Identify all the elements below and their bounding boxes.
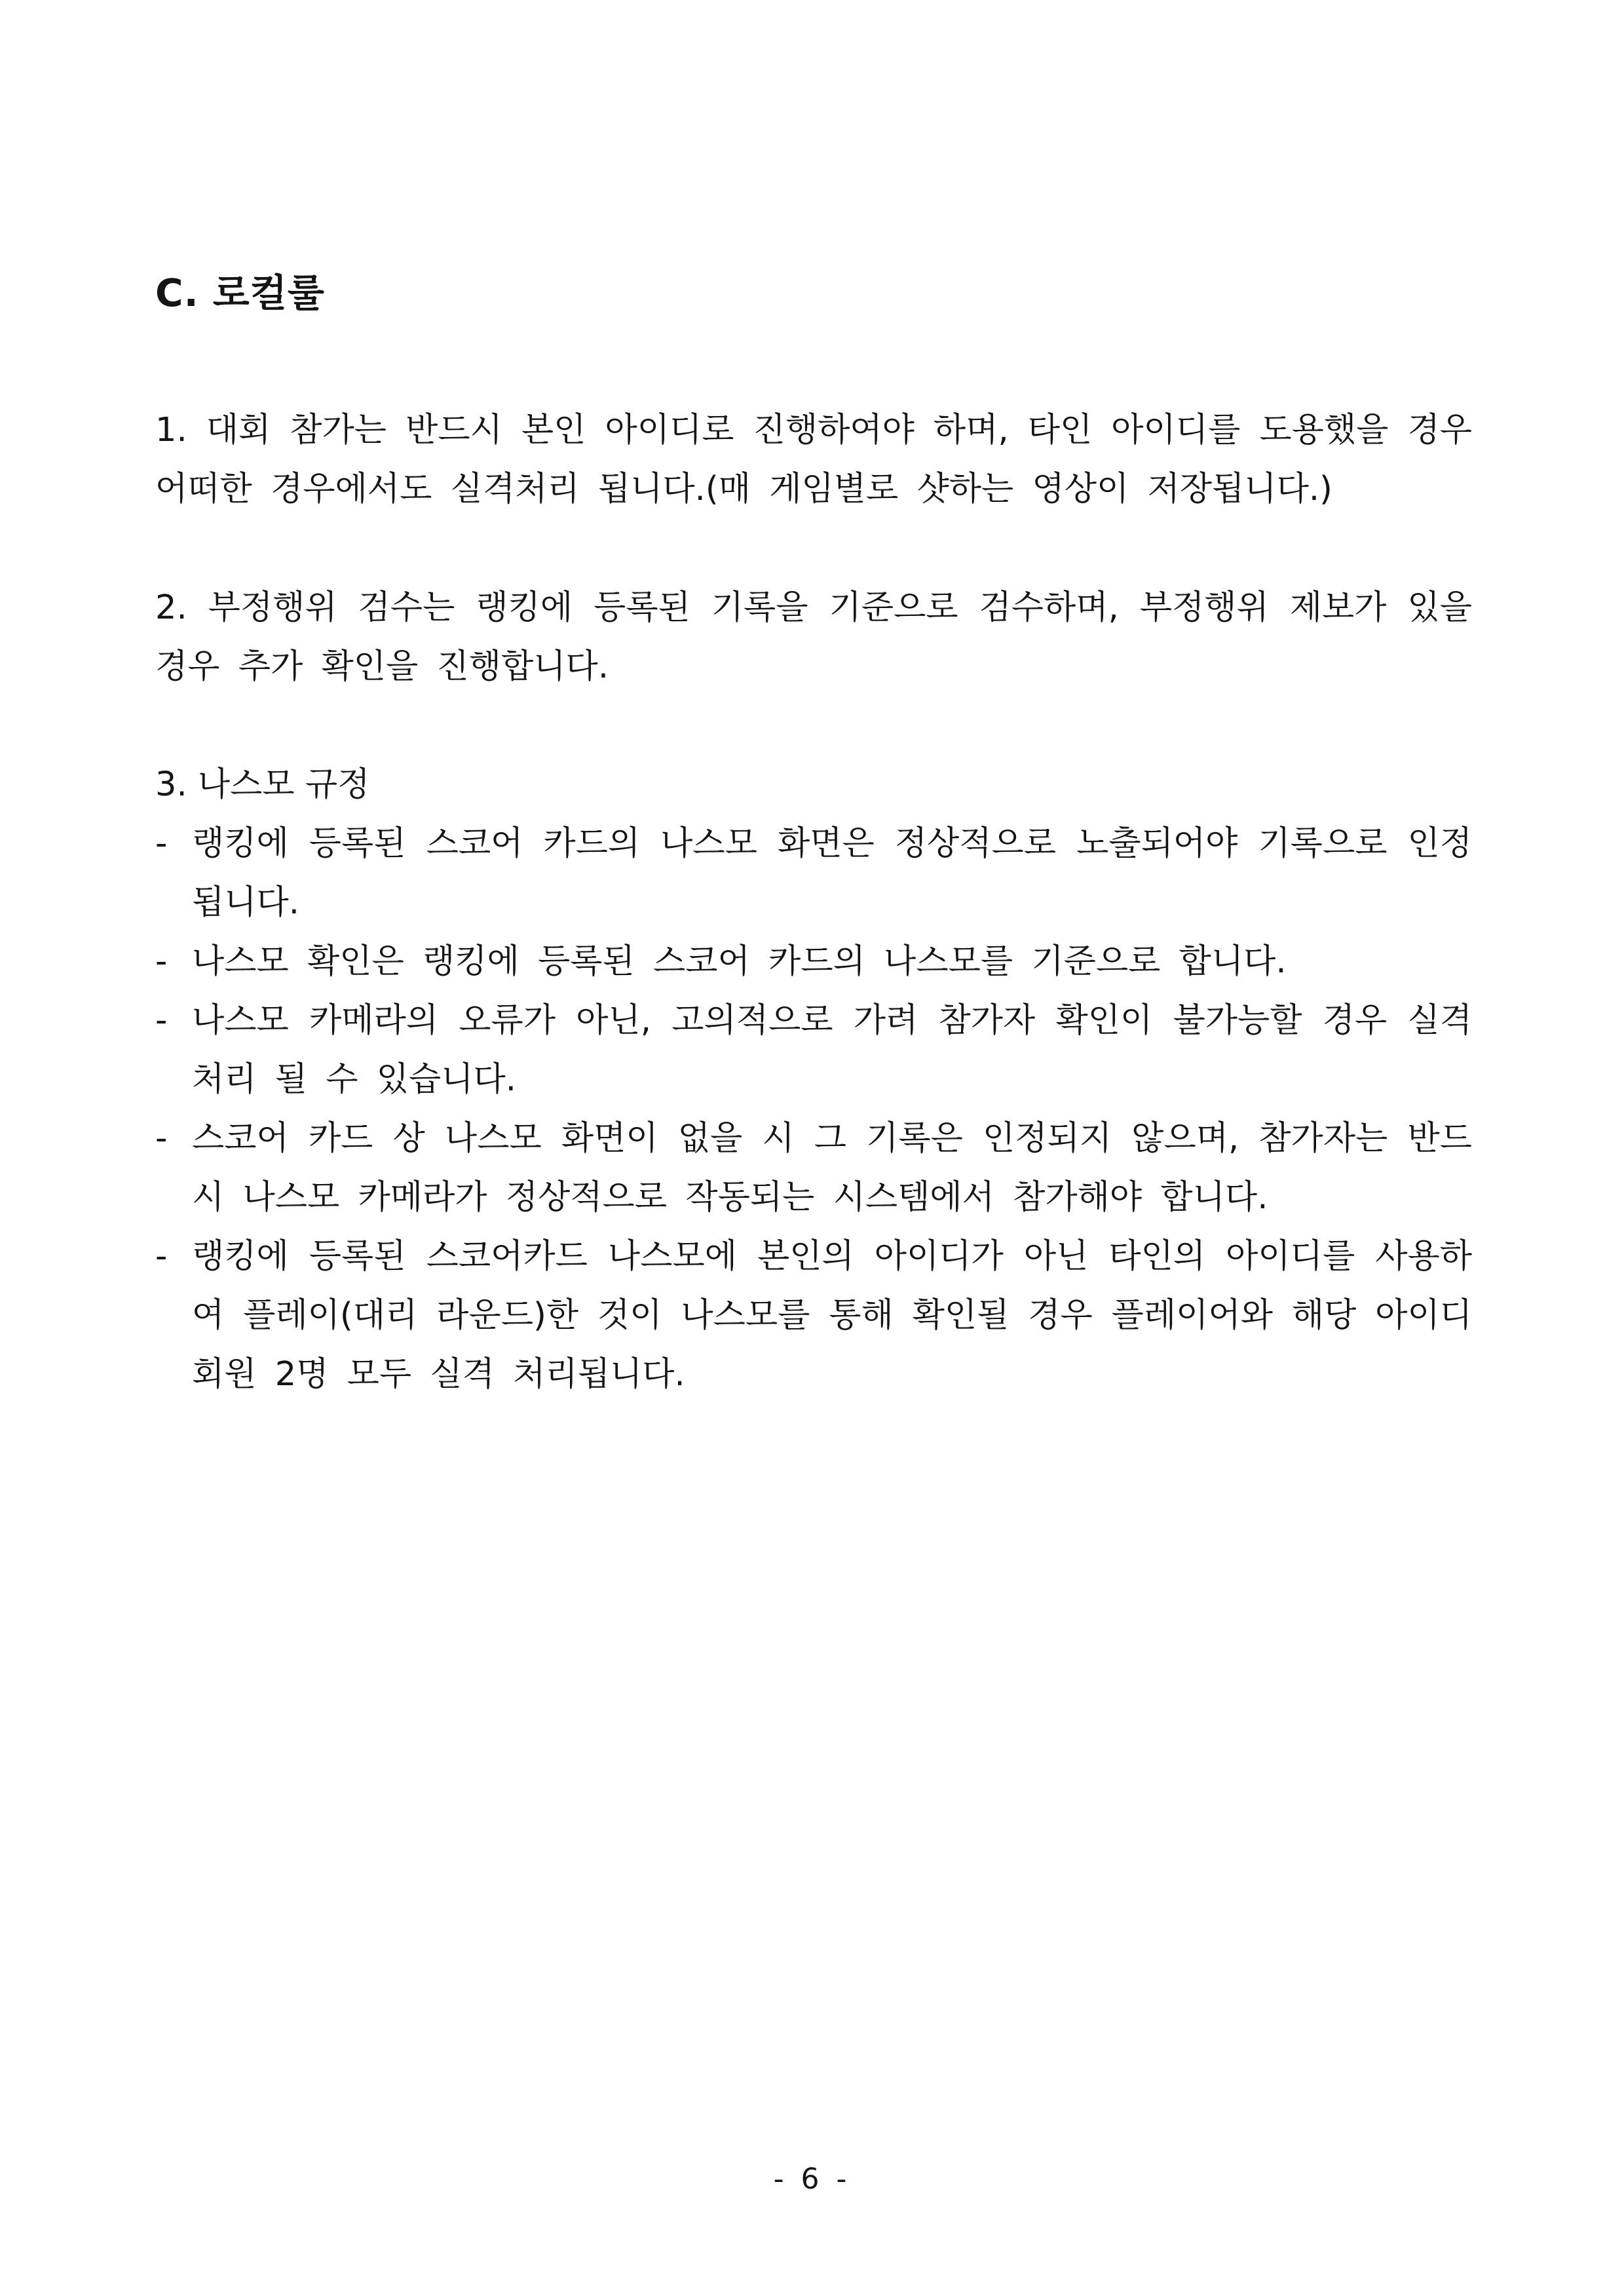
rule-paragraph-1: 1. 대회 참가는 반드시 본인 아이디로 진행하여야 하며, 타인 아이디를 도용했을 경우 어떠한 경우에서도 실격처리 됩니다.(매 게임별로 샷하는 영상이 저장됩니다.) [155, 411, 1472, 508]
list-dash: - [155, 1119, 168, 1158]
list-item [155, 1109, 1472, 1227]
section-title: C. 로컬룰 [155, 271, 325, 315]
list-item [155, 814, 1472, 932]
list-item-text: 나스모 카메라의 오류가 아닌, 고의적으로 가려 참가자 확인이 불가능할 경우 실격처리 될 수 있습니다. [192, 1001, 1472, 1099]
list-dash: - [155, 1001, 168, 1040]
page-number: - 6 - [773, 2162, 851, 2196]
list-item [155, 1227, 1472, 1404]
nasmo-rules-list [155, 814, 1472, 1404]
list-item [155, 932, 1472, 991]
list-item-text: 랭킹에 등록된 스코어카드 나스모에 본인의 아이디가 아닌 타인의 아이디를 사용하여 플레이(대리 라운드)한 것이 나스모를 통해 확인될 경우 플레이어와 해당 아이디 회원 2명 모두 실격 처리됩니다. [192, 1237, 1472, 1394]
list-dash: - [155, 824, 168, 863]
rule-paragraph-2: 2. 부정행위 검수는 랭킹에 등록된 기록을 기준으로 검수하며, 부정행위 제보가 있을 경우 추가 확인을 진행합니다. [155, 588, 1472, 686]
list-item-text: 나스모 확인은 랭킹에 등록된 스코어 카드의 나스모를 기준으로 합니다. [192, 942, 1287, 981]
list-dash: - [155, 1237, 168, 1276]
list-dash: - [155, 942, 168, 981]
list-item-text: 랭킹에 등록된 스코어 카드의 나스모 화면은 정상적으로 노출되어야 기록으로 인정됩니다. [192, 824, 1472, 922]
list-item-text: 스코어 카드 상 나스모 화면이 없을 시 그 기록은 인정되지 않으며, 참가자는 반드시 나스모 카메라가 정상적으로 작동되는 시스템에서 참가해야 합니다. [192, 1119, 1472, 1217]
list-item [155, 991, 1472, 1109]
nasmo-rules-heading: 3. 나스모 규정 [155, 765, 370, 804]
